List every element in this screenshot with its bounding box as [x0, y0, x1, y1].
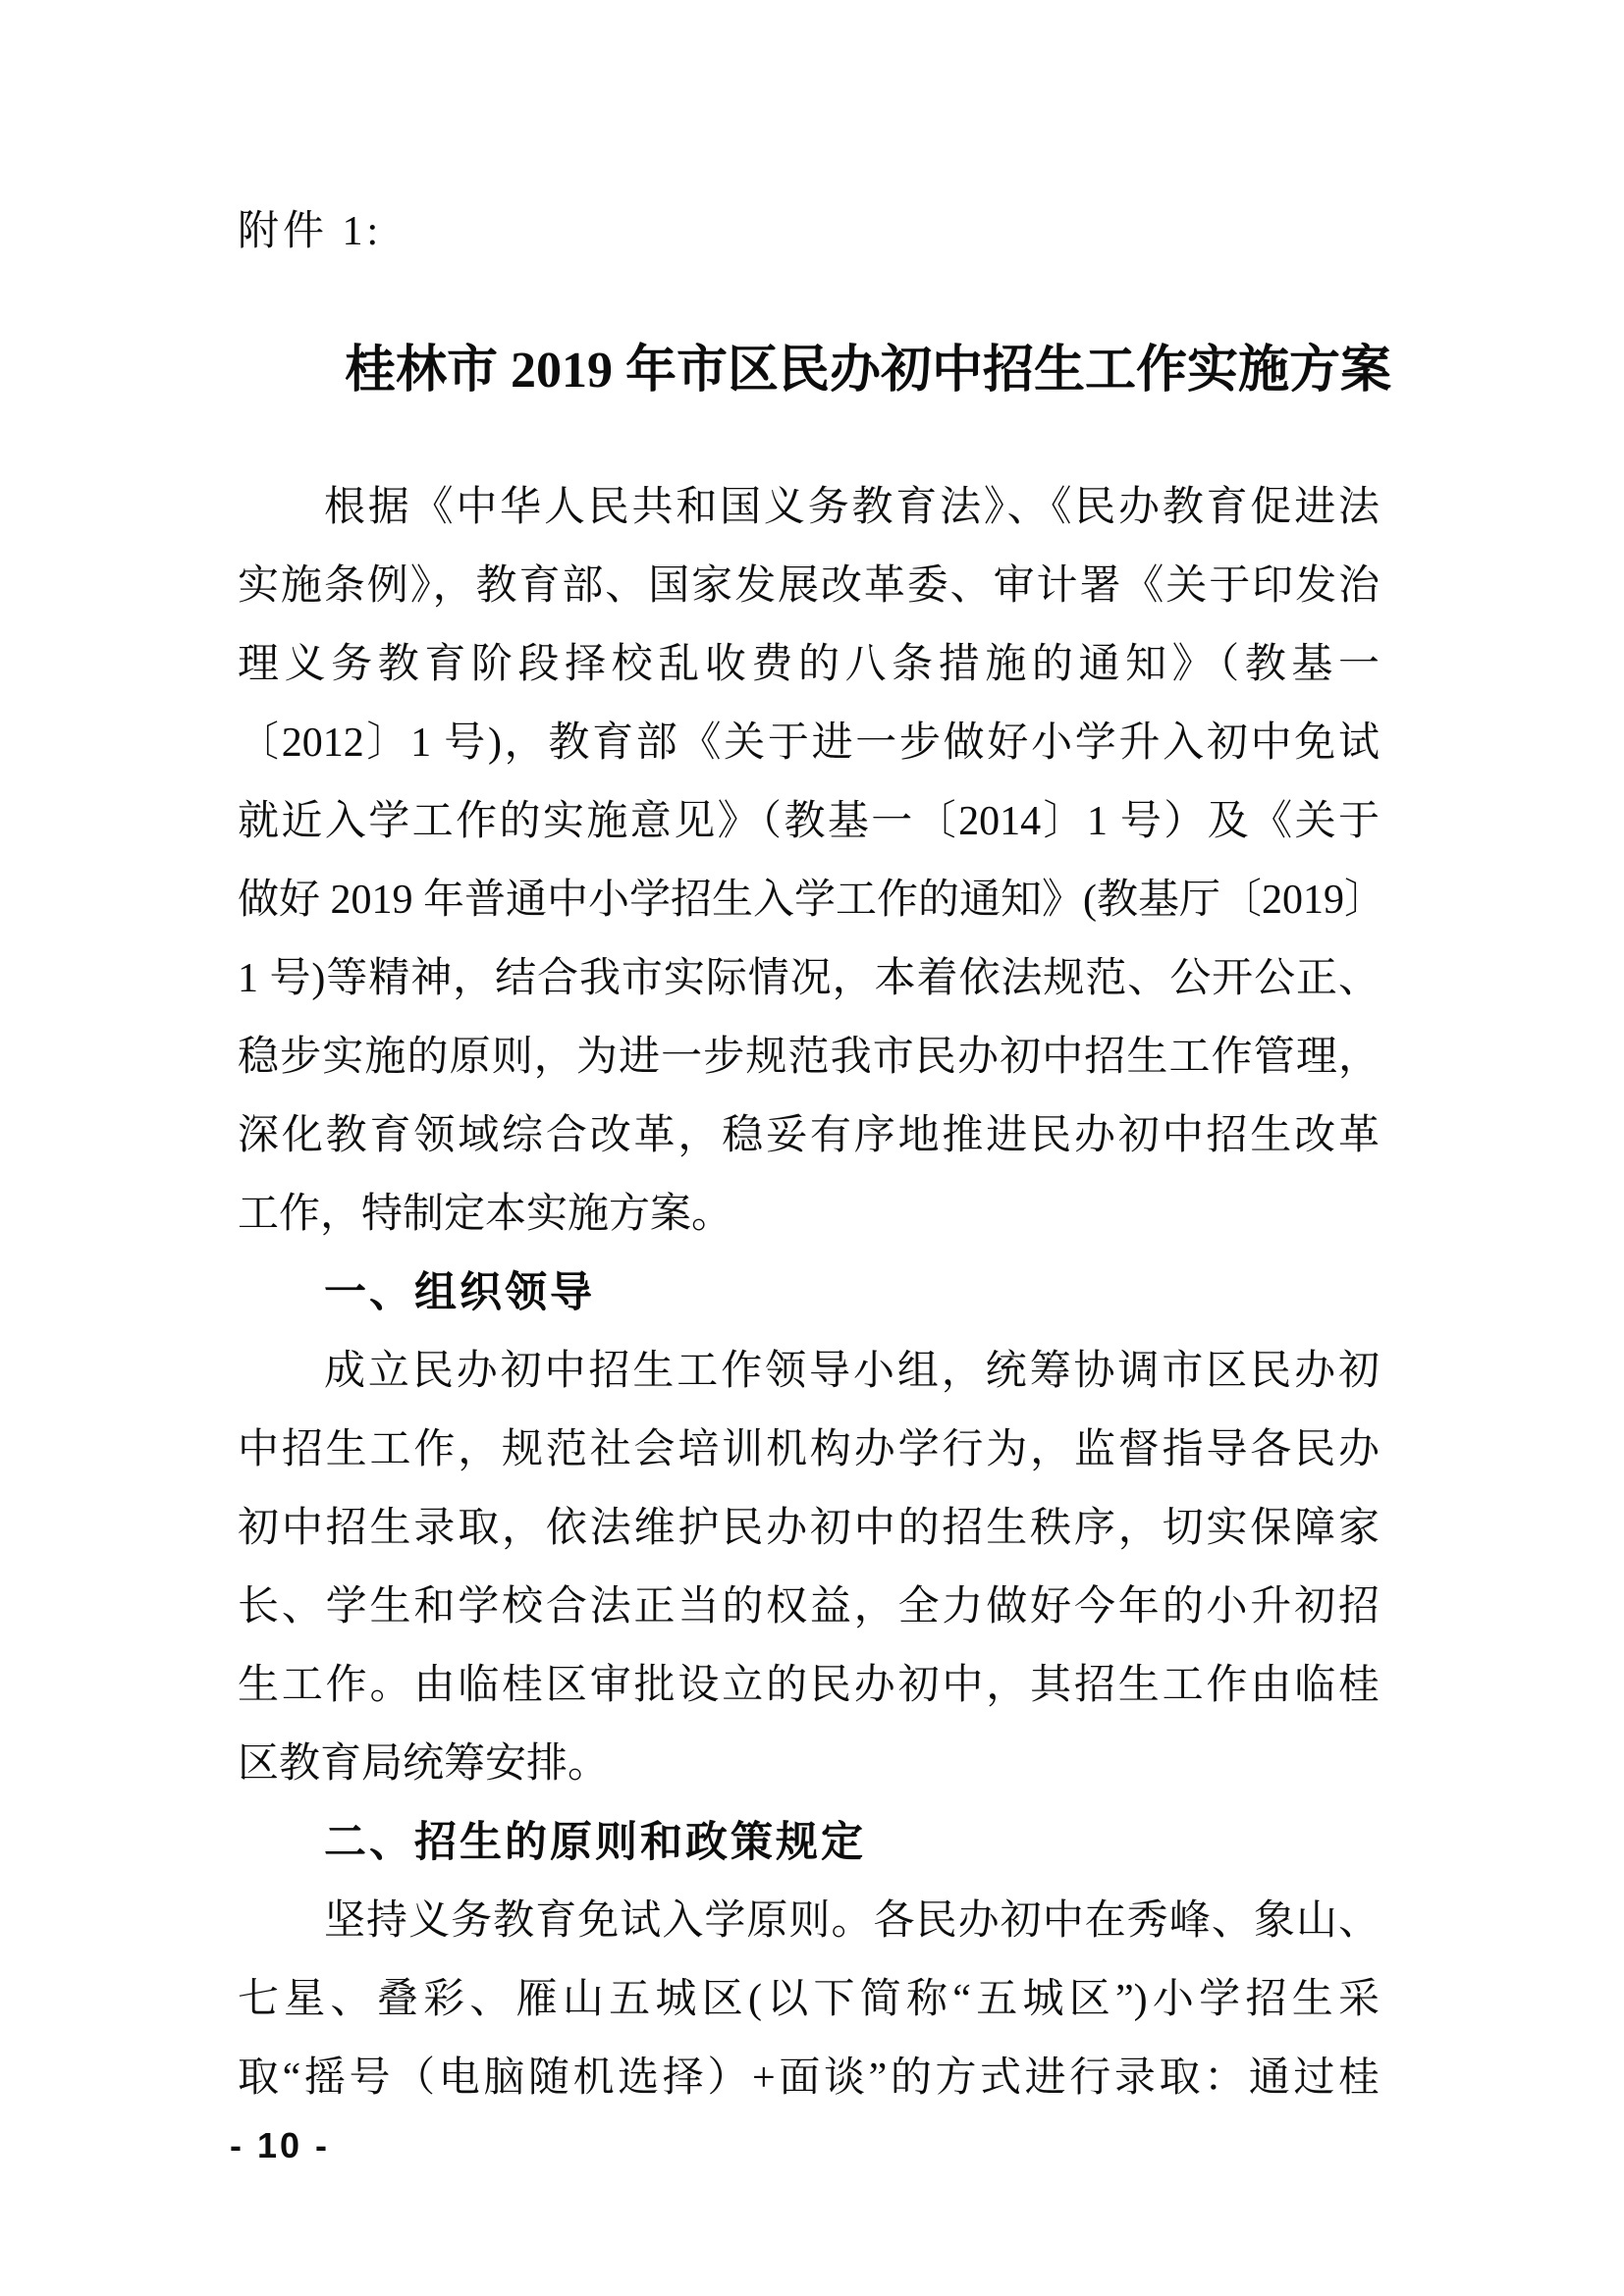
page-number: - 10 -: [230, 2125, 331, 2165]
body-line: 初中招生录取，依法维护民办初中的招生秩序，切实保障家: [238, 1506, 1380, 1551]
body-line: 深化教育领域综合改革，稳妥有序地推进民办初中招生改革: [238, 1113, 1380, 1158]
section-heading-2: 二、招生的原则和政策规定: [324, 1819, 866, 1866]
body-line: 稳步实施的原则，为进一步规范我市民办初中招生工作管理，: [238, 1035, 1380, 1080]
attachment-label: 附件 1:: [238, 209, 383, 254]
body-line: 长、学生和学校合法正当的权益，全力做好今年的小升初招: [238, 1584, 1380, 1629]
document-title: 桂林市 2019 年市区民办初中招生工作实施方案: [345, 343, 1392, 399]
paragraph-3: [238, 1882, 1380, 2117]
body-line: 中招生工作，规范社会培训机构办学行为，监督指导各民办: [238, 1427, 1380, 1472]
body-line: 〔2012〕1 号)，教育部《关于进一步做好小学升入初中免试: [238, 721, 1380, 766]
body-line: 坚持义务教育免试入学原则。各民办初中在秀峰、象山、: [324, 1898, 1380, 1944]
body-line: 1 号)等精神，结合我市实际情况，本着依法规范、公开公正、: [238, 956, 1380, 1001]
section-heading-1: 一、组织领导: [324, 1269, 595, 1316]
body-line: 根据《中华人民共和国义务教育法》、《民办教育促进法: [324, 485, 1380, 530]
body-line: 七星、叠彩、雁山五城区(以下简称“五城区”)小学招生采: [238, 1977, 1380, 2022]
body-line: 实施条例》，教育部、国家发展改革委、审计署《关于印发治: [238, 563, 1380, 609]
paragraph-2: [238, 1332, 1380, 1803]
body-line: 成立民办初中招生工作领导小组，统筹协调市区民办初: [324, 1349, 1380, 1394]
body-line: 生工作。由临桂区审批设立的民办初中，其招生工作由临桂: [238, 1663, 1380, 1708]
body-line: 取“摇号（电脑随机选择）+面谈”的方式进行录取：通过桂: [238, 2056, 1380, 2101]
paragraph-1: [238, 468, 1385, 1254]
body-line: 就近入学工作的实施意见》（教基一〔2014〕1 号）及《关于: [238, 799, 1380, 844]
body-line: 理义务教育阶段择校乱收费的八条措施的通知》（教基一: [238, 642, 1380, 687]
body-line: 做好 2019 年普通中小学招生入学工作的通知》(教基厅〔2019〕: [238, 878, 1385, 923]
body-line: 工作，特制定本实施方案。: [238, 1192, 733, 1237]
body-line: 区教育局统筹安排。: [238, 1741, 610, 1787]
document-body: [238, 0, 1392, 2117]
